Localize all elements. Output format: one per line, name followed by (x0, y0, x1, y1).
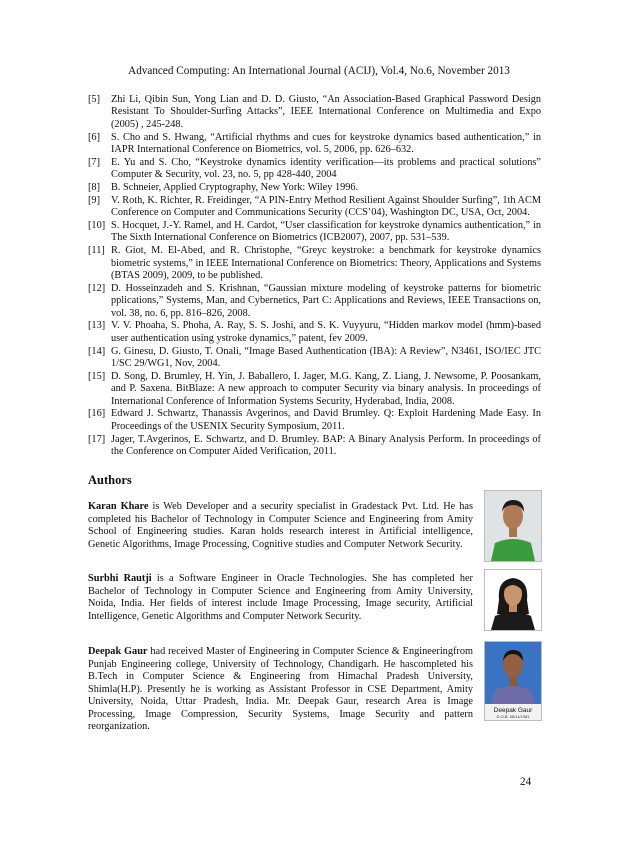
author-bio-text: is a Software Engineer in Oracle Technologies. She has completed her Bachelor of Technology in Computer Science and Engineering from Amity University, Noida, India. Her fields of interest include Image Processing, Image security, Artificial Intelligence, Genetic Algorithms and Computer Network Security. (88, 573, 473, 622)
author-bio-surbhi-rautji (88, 573, 473, 623)
reference-text: S. Cho and S. Hwang, “Artificial rhythms and cues for keystroke dynamics based authentication,” in IAPR International Conference on Biometrics, vol. 5, 2006, pp. 626–632. (111, 131, 541, 156)
reference-item (88, 371, 541, 408)
reference-item (88, 245, 541, 282)
reference-number: [17] (88, 433, 106, 445)
reference-text: D. Song, D. Brumley, H. Yin, J. Baballero, I. Jager, M.G. Kang, Z. Liang, J. Newsome, P. Poosankam, and P. Saxena. BitBlaze: A new approach to computer Security via binary analysis. In proceedings of International Conference of Information Systems Security, Hyderabad, India, 2008. (111, 370, 541, 407)
author-photo-karan-khare (484, 490, 542, 562)
reference-text: V. Roth, K. Richter, R. Freidinger, “A PIN-Entry Method Resilient Against Shoulder Surfing”, 1th ACM Conference on Computer and Communications Security (CCS’04), Washington DC, USA, Oct, 2004. (111, 194, 541, 219)
reference-list (88, 94, 541, 459)
reference-number: [5] (88, 94, 101, 105)
reference-item (88, 320, 541, 345)
author-photo-deepak-gaur (484, 641, 542, 721)
reference-text: S. Hocquet, J.-Y. Ramel, and H. Cardot, “User classification for keystroke dynamics authentication,” in The Sixth International Conference on Biometrics (ICB2007), 2007, pp. 531–539. (111, 220, 541, 244)
reference-number: [9] (88, 194, 101, 206)
reference-item (88, 408, 541, 433)
author-photo-surbhi-rautji (484, 569, 542, 631)
reference-number: [8] (88, 182, 101, 194)
reference-text: V. V. Phoaha, S. Phoha, A. Ray, S. S. Joshi, and S. K. Vuyyuru, “Hidden markov model (hmm)-based user authentication using ystroke dynamics,” patent, fev 2009. (111, 320, 541, 344)
reference-number: [15] (88, 370, 106, 382)
reference-item (88, 94, 541, 131)
reference-number: [12] (88, 282, 106, 294)
reference-text: G. Ginesu, D. Giusto, T. Onali, “Image Based Authentication (IBA): A Review”, N3461, ISO/IEC JTC 1/SC 29/WG1, Nov, 2004. (111, 345, 541, 370)
reference-text: Jager, T.Avgerinos, E. Schwartz, and D. Brumley. BAP: A Binary Analysis Perform. In proceedings of the Conference on Computer Aided Verification, 2011. (111, 433, 541, 458)
author-bio-karan-khare (88, 501, 473, 551)
reference-item (88, 283, 541, 320)
reference-item (88, 346, 541, 371)
reference-text: B. Schneier, Applied Cryptography, New York: Wiley 1996. (111, 182, 359, 194)
reference-item (88, 182, 541, 194)
author-bio-text: had received Master of Engineering in Computer Science & Engineeringfrom Punjab Engineering college, University of Technology, Chandigarh. He hascompleted his B.Tech in Computer Science & Engineering from Himachal Pradesh University, Shimla(H.P). Presently he is working as Assistant Professor in CSE Department, Amity University, Noida, Uttar Pradesh, India. Mr. Deepak Gaur, research Area is Image Processing, Image Compression, Security Systems, Image Security and pattern reorganization. (88, 646, 473, 732)
reference-text: Edward J. Schwartz, Thanassis Avgerinos, and David Brumley. Q: Exploit Hardening Made Easy. In Proceedings of the USENIX Security Symposium, 2011. (111, 408, 541, 432)
reference-text: D. Hosseinzadeh and S. Krishnan, “Gaussian mixture modeling of keystroke patterns for biometric pplications,” Systems, Man, and Cybernetics, Part C: Applications and Reviews, IEEE Transactions on, vol. 38, no. 6, pp. 816–826, 2008. (111, 282, 541, 319)
photo-caption: Deepak Gaur (493, 707, 533, 714)
reference-number: [11] (88, 245, 105, 257)
reference-item (88, 195, 541, 220)
page-number: 24 (520, 776, 532, 788)
reference-number: [10] (88, 220, 106, 232)
reference-item (88, 434, 541, 459)
reference-text: R. Giot, M. El-Abed, and R. Christophe, “Greyc keystroke: a benchmark for keystroke dynamics biometric systems,” in IEEE International Conference on Biometrics: Theory, Applications and Systems (BTAS 2009), 2009, to be published. (111, 245, 541, 282)
reference-number: [16] (88, 408, 106, 420)
reference-text: E. Yu and S. Cho, “Keystroke dynamics identity verification—its problems and practical solutions” Computer & Security, vol. 23, no. 5, pp 428-440, 2004 (111, 156, 541, 181)
reference-item (88, 132, 541, 157)
author-bio-deepak-gaur (88, 646, 473, 734)
author-bio-text: is Web Developer and a security specialist in Gradestack Pvt. Ltd. He has completed his Bachelor of Technology in Computer Science and Engineering from Amity School of Engineering studies. Karan holds research interest in Artificial intelligence, Genetic Algorithms, Image Processing, Cognitive studies and Computer Network Security. (88, 501, 473, 550)
reference-number: [7] (88, 156, 101, 168)
reference-number: [14] (88, 345, 106, 357)
reference-number: [6] (88, 131, 101, 143)
photo-subcaption: D.O.B. 08/11/1981 (496, 714, 530, 719)
author-name: Surbhi Rautji (88, 573, 152, 584)
author-name: Deepak Gaur (88, 646, 148, 657)
authors-heading: Authors (88, 473, 132, 487)
reference-text: Zhi Li, Qibin Sun, Yong Lian and D. D. Giusto, “An Association-Based Graphical Password Design Resistant To Shoulder-Surfing Attacks”, IEEE International Conference on Multimedia and Expo (2005) , 245-248. (111, 94, 541, 130)
journal-header: Advanced Computing: An International Journal (ACIJ), Vol.4, No.6, November 2013 (128, 65, 510, 77)
reference-number: [13] (88, 320, 106, 332)
reference-item (88, 220, 541, 245)
author-name: Karan Khare (88, 501, 149, 512)
reference-item (88, 157, 541, 182)
